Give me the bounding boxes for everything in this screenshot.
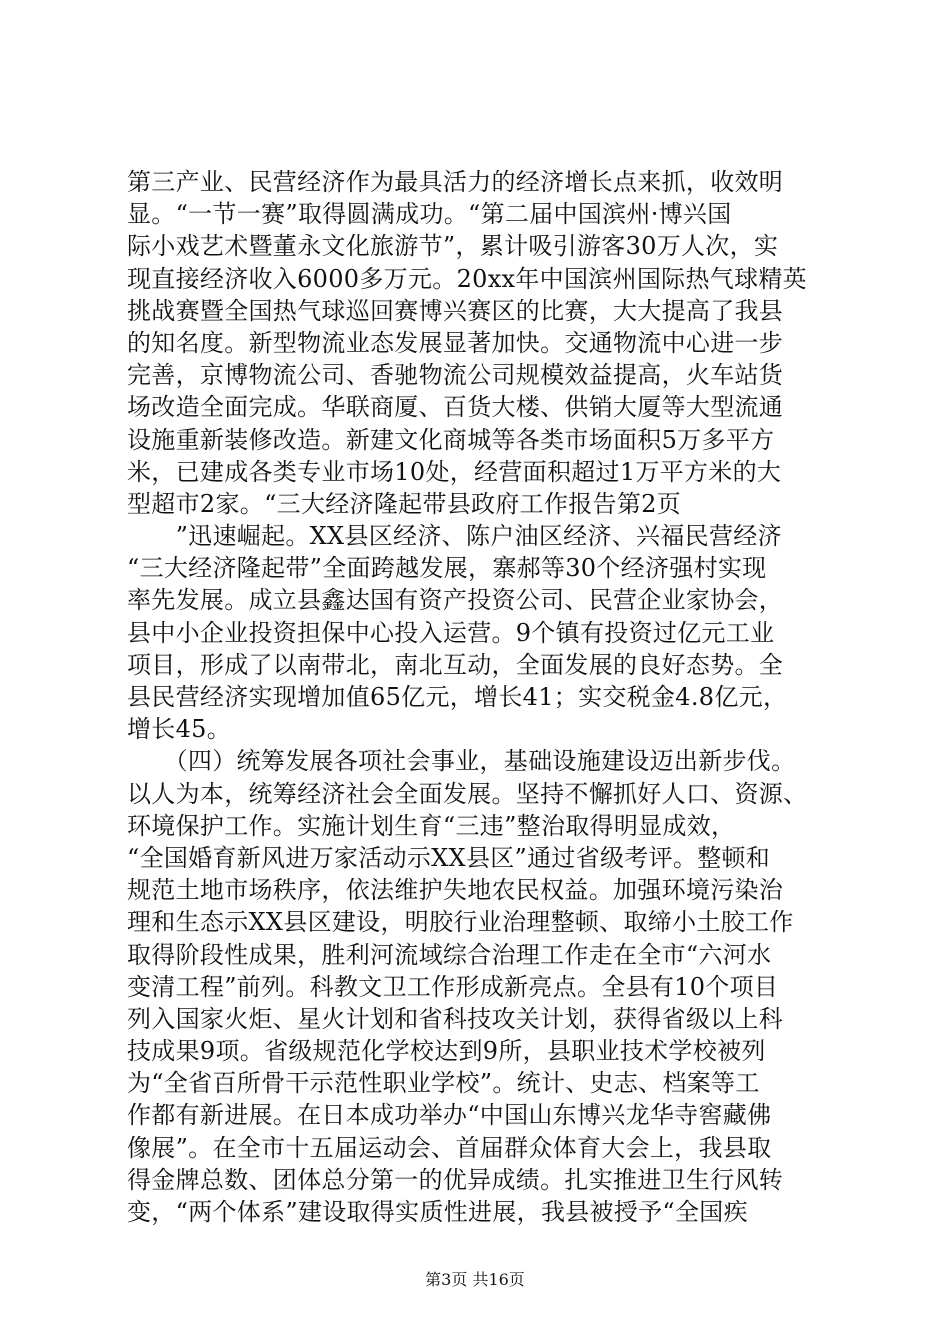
page-number-footer: 第3页 共16页 [425, 1270, 525, 1289]
text-line: 际小戏艺术暨董永文化旅游节”，累计吸引游客30万人次，实 [127, 232, 779, 261]
text-line: 米，已建成各类专业市场10处，经营面积超过1万平方米的大 [127, 457, 782, 486]
body-text [127, 166, 827, 1228]
text-line: 现直接经济收入6000多万元。20xx年中国滨州国际热气球精英 [127, 264, 807, 293]
text-line: “全国婚育新风进万家活动示XX县区”通过省级考评。整顿和 [127, 843, 771, 872]
text-line: 取得阶段性成果，胜利河流域综合治理工作走在全市“六河水 [127, 940, 772, 969]
text-line: （四）统筹发展各项社会事业，基础设施建设迈出新步伐。 [127, 747, 796, 776]
text-line: 型超市2家。“三大经济隆起带县政府工作报告第2页 [127, 489, 682, 518]
text-line: 完善，京博物流公司、香驰物流公司规模效益提高，火车站货 [127, 361, 784, 390]
text-line: 像展”。在全市十五届运动会、首届群众体育大会上，我县取 [127, 1133, 772, 1162]
text-line: 规范土地市场秩序，依法维护失地农民权益。加强环境污染治 [127, 876, 784, 905]
text-line: 场改造全面完成。华联商厦、百货大楼、供销大厦等大型流通 [127, 393, 784, 422]
text-line: 以人为本，统筹经济社会全面发展。坚持不懈抓好人口、资源、 [127, 779, 808, 808]
text-line: 第三产业、民营经济作为最具活力的经济增长点来抓，收效明 [127, 168, 784, 196]
text-line: 县中小企业投资担保中心投入运营。9个镇有投资过亿元工业 [127, 618, 775, 647]
text-line: ”迅速崛起。XX县区经济、陈户油区经济、兴福民营经济 [127, 522, 782, 551]
text-line: 作都有新进展。在日本成功举办“中国山东博兴龙华寺窖藏佛 [127, 1101, 772, 1130]
text-line: “三大经济隆起带”全面跨越发展，寨郝等30个经济强村实现 [127, 554, 767, 583]
text-line: 率先发展。成立县鑫达国有资产投资公司、民营企业家协会， [127, 586, 784, 615]
text-line: 显。“一节一赛”取得圆满成功。“第二届中国滨州·博兴国 [127, 200, 732, 229]
text-line: 理和生态示XX县区建设，明胶行业治理整顿、取缔小土胶工作 [127, 908, 794, 937]
text-line: 列入国家火炬、星火计划和省科技攻关计划，获得省级以上科 [127, 1004, 784, 1033]
text-line: 变，“两个体系”建设取得实质性进展，我县被授予“全国疾 [127, 1198, 748, 1226]
text-line: 增长45。 [127, 715, 232, 744]
text-line: 的知名度。新型物流业态发展显著加快。交通物流中心进一步 [127, 328, 784, 357]
text-line: 挑战赛暨全国热气球巡回赛博兴赛区的比赛，大大提高了我县 [127, 296, 784, 325]
text-line: 技成果9项。省级规范化学校达到9所，县职业技术学校被列 [127, 1037, 766, 1066]
text-line: 变清工程”前列。科教文卫工作形成新亮点。全县有10个项目 [127, 972, 779, 1001]
text-line: 为“全省百所骨干示范性职业学校”。统计、史志、档案等工 [127, 1069, 760, 1098]
text-line: 项目，形成了以南带北，南北互动，全面发展的良好态势。全 [127, 650, 784, 679]
text-line: 设施重新装修改造。新建文化商城等各类市场面积5万多平方 [127, 425, 775, 454]
text-line: 得金牌总数、团体总分第一的优异成绩。扎实推进卫生行风转 [127, 1165, 784, 1194]
text-line: 县民营经济实现增加值65亿元，增长41；实交税金4.8亿元， [127, 683, 788, 711]
text-line: 环境保护工作。实施计划生育“三违”整治取得明显成效， [127, 811, 736, 840]
